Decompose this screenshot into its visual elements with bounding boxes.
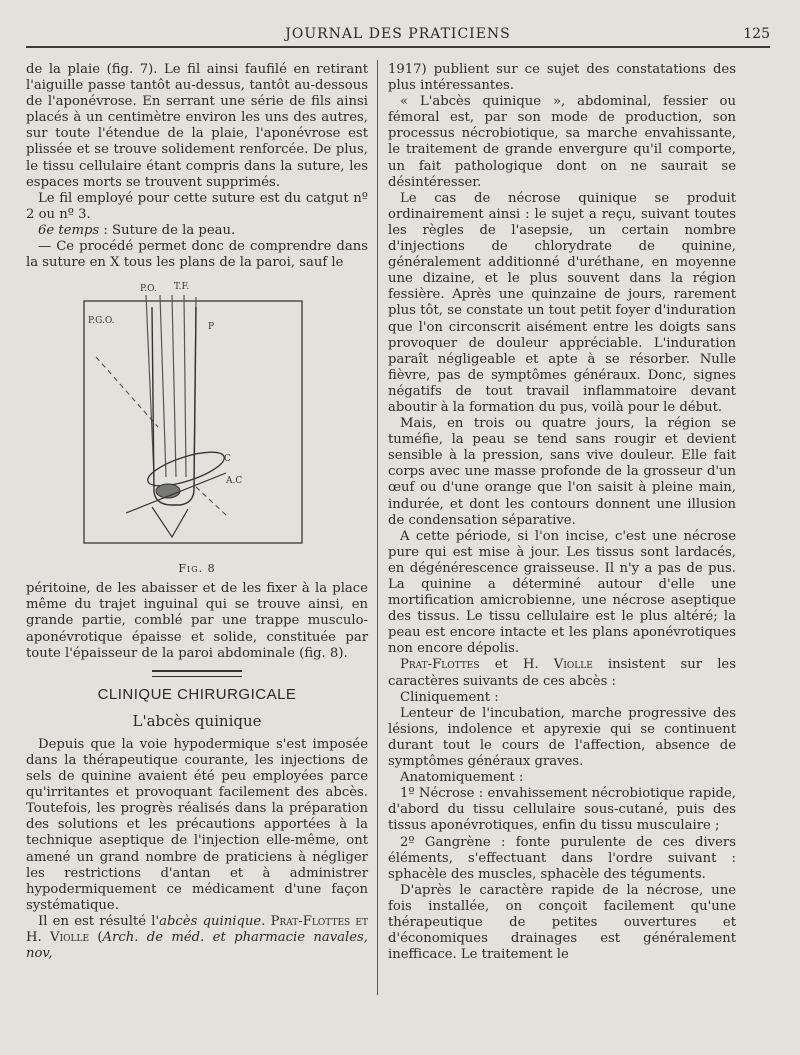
journal-title: JOURNAL DES PRATICIENS [285,26,511,42]
step-label: 6e temps [38,222,100,238]
label-p: P [208,322,215,333]
author-name: Prat-Flottes [400,657,480,673]
paragraph: Le fil employé pour cette suture est du catgut nº 2 ou nº 3. [26,190,368,222]
subsection-title: L'abcès quinique [132,711,262,730]
paragraph: Mais, en trois ou quatre jours, la région se tuméfie, la peau se tend sans rougir et devient sensible à la pression, sans vive douleur. Elle fait corps avec une masse profonde de la grosseur d'un œuf ou d'une orange que l'on saisit à pleine main, indurée, et dont les contours donnent une illusion de condensation séparative. [388,416,736,528]
paragraph: « L'abcès quinique », abdominal, fessier ou fémoral est, par son mode de production, son processus nécrobiotique, sa marche envahissante, le traitement de grande envergure qu'il comporte, un fait pathologique dont on ne saurait se désintéresser. [388,94,736,190]
paragraph: — Ce procédé permet donc de comprendre dans la suture en X tous les plans de la paroi, sauf le [26,239,368,271]
section-title: CLINIQUE CHIRURGICALE [97,685,297,703]
label-c: C [224,454,231,465]
paragraph [26,223,368,239]
left-column [26,62,368,962]
page-number: 125 [743,26,770,42]
step-text: : Suture de la peau. [99,222,236,238]
text-run: . Prat-Flottes et H. Violle ( [26,913,368,945]
section-rule [152,670,242,677]
author-name: H. Violle [522,657,593,673]
paragraph: Lenteur de l'incubation, marche progressive des lésions, indolence et apyrexie qui se continuent durant tout le cours de l'affection, absence de symptômes généraux graves. [388,705,736,770]
figure-8 [26,277,368,577]
label-po: P.O. [140,284,157,295]
paragraph: 2º Gangrène : fonte purulente de ces divers éléments, s'effectuant dans l'ordre suivant : sphacèle des muscles, sphacèle des téguments. [388,834,736,882]
label-pgo: P.G.O. [88,316,115,327]
paragraph: Le cas de nécrose quinique se produit ordinairement ainsi : le sujet a reçu, suivant toutes les règles de l'asepsie, un certain nombre d'injections de chlorydrate de quinine, généralement additionné d'uréthane, en moyenne une dizaine, et le plus souvent dans la région fessière. Après une quinzaine de jours, rarement plus tôt, se constate un tout petit foyer d'induration que l'on circonscrit aisément entre les doigts sans provoquer de douleur appréciable. L'induration paraît négligeable et apte à se résorber. Nulle fièvre, pas de symptômes généraux. Donc, signes négatifs de tout travail inflammatoire devant aboutir à la formation du pus, voilà pour le début. [388,190,736,415]
paragraph: Cliniquement : [400,689,499,705]
paragraph: 1917) publient sur ce sujet des constatations des plus intéressantes. [388,62,736,94]
page-header [26,24,770,48]
right-column [388,62,736,963]
label-tf: T.F. [174,282,190,293]
frame [84,301,302,543]
text-run: Il en est résulté l' [38,913,160,929]
paragraph [388,657,736,689]
paragraph: Depuis que la voie hypodermique s'est imposée dans la thérapeutique courante, les injections de sels de quinine avaient été peu employées parce qu'irritantes et provoquant facilement des abcès. Toutefois, les progrès réalisés dans la préparation des solutions et les précautions apportées à la technique aseptique de l'injection elle-même, ont amené un grand nombre de praticiens à négliger les restrictions d'antan et à administrer hypodermiquement ce médicament d'une façon systématique. [26,736,368,913]
text-run: abcès quinique [159,913,262,929]
citation: Arch. de méd. et pharmacie navales, nov, [26,930,369,962]
paragraph: Anatomiquement : [400,770,524,786]
paragraph: de la plaie (fig. 7). Le fil ainsi faufilé en retirant l'aiguille passe tantôt au-dessus, tantôt au-dessous de l'aponévrose. En serrant une série de fils ainsi placés à un centimètre environ les uns des autres, sur toute l'étendue de la plaie, l'aponévrose est plissée et se trouve solidement renforcée. De plus, le tissu cellulaire étant compris dans la suture, les espaces morts se trouvent supprimés. [26,62,368,190]
text-run: et [479,657,523,673]
label-ac: A.C [226,476,243,487]
column-divider [377,60,378,995]
paragraph: 1º Nécrose : envahissement nécrobiotique rapide, d'abord du tissu cellulaire sous-cutané, puis des tissus aponévrotiques, enfin du tissu musculaire ; [388,786,736,834]
surgical-diagram [76,277,316,557]
paragraph [26,914,368,962]
text-run: insistent sur les caractères suivants de ces abcès : [388,657,736,689]
figure-caption: Fig. 8 [178,562,216,576]
paragraph: A cette période, si l'on incise, c'est une nécrose pure qui est mise à jour. Les tissus sont lardacés, en dégénérescence graisseuse. Il n'y a pas de pus. La quinine a déterminé autour d'elle une mortification amicrobienne, une nécrose aseptique des tissus. Le tissu cellulaire est le plus altéré; la peau est encore intacte et les plans aponévrotiques non encore dépolis. [388,528,736,657]
paragraph: péritoine, de les abaisser et de les fixer à la place même du trajet inguinal qui se trouve ainsi, en grande partie, comblé par une trappe musculo-aponévrotique épaisse et solide, constituée par toute l'épaisseur de la paroi abdominale (fig. 8). [26,581,368,661]
paragraph: D'après le caractère rapide de la nécrose, une fois installée, on conçoit facilement qu'une thérapeutique de petites ouvertures et d'économiques drainages est généralement inefficace. Le traitement le [388,882,736,963]
